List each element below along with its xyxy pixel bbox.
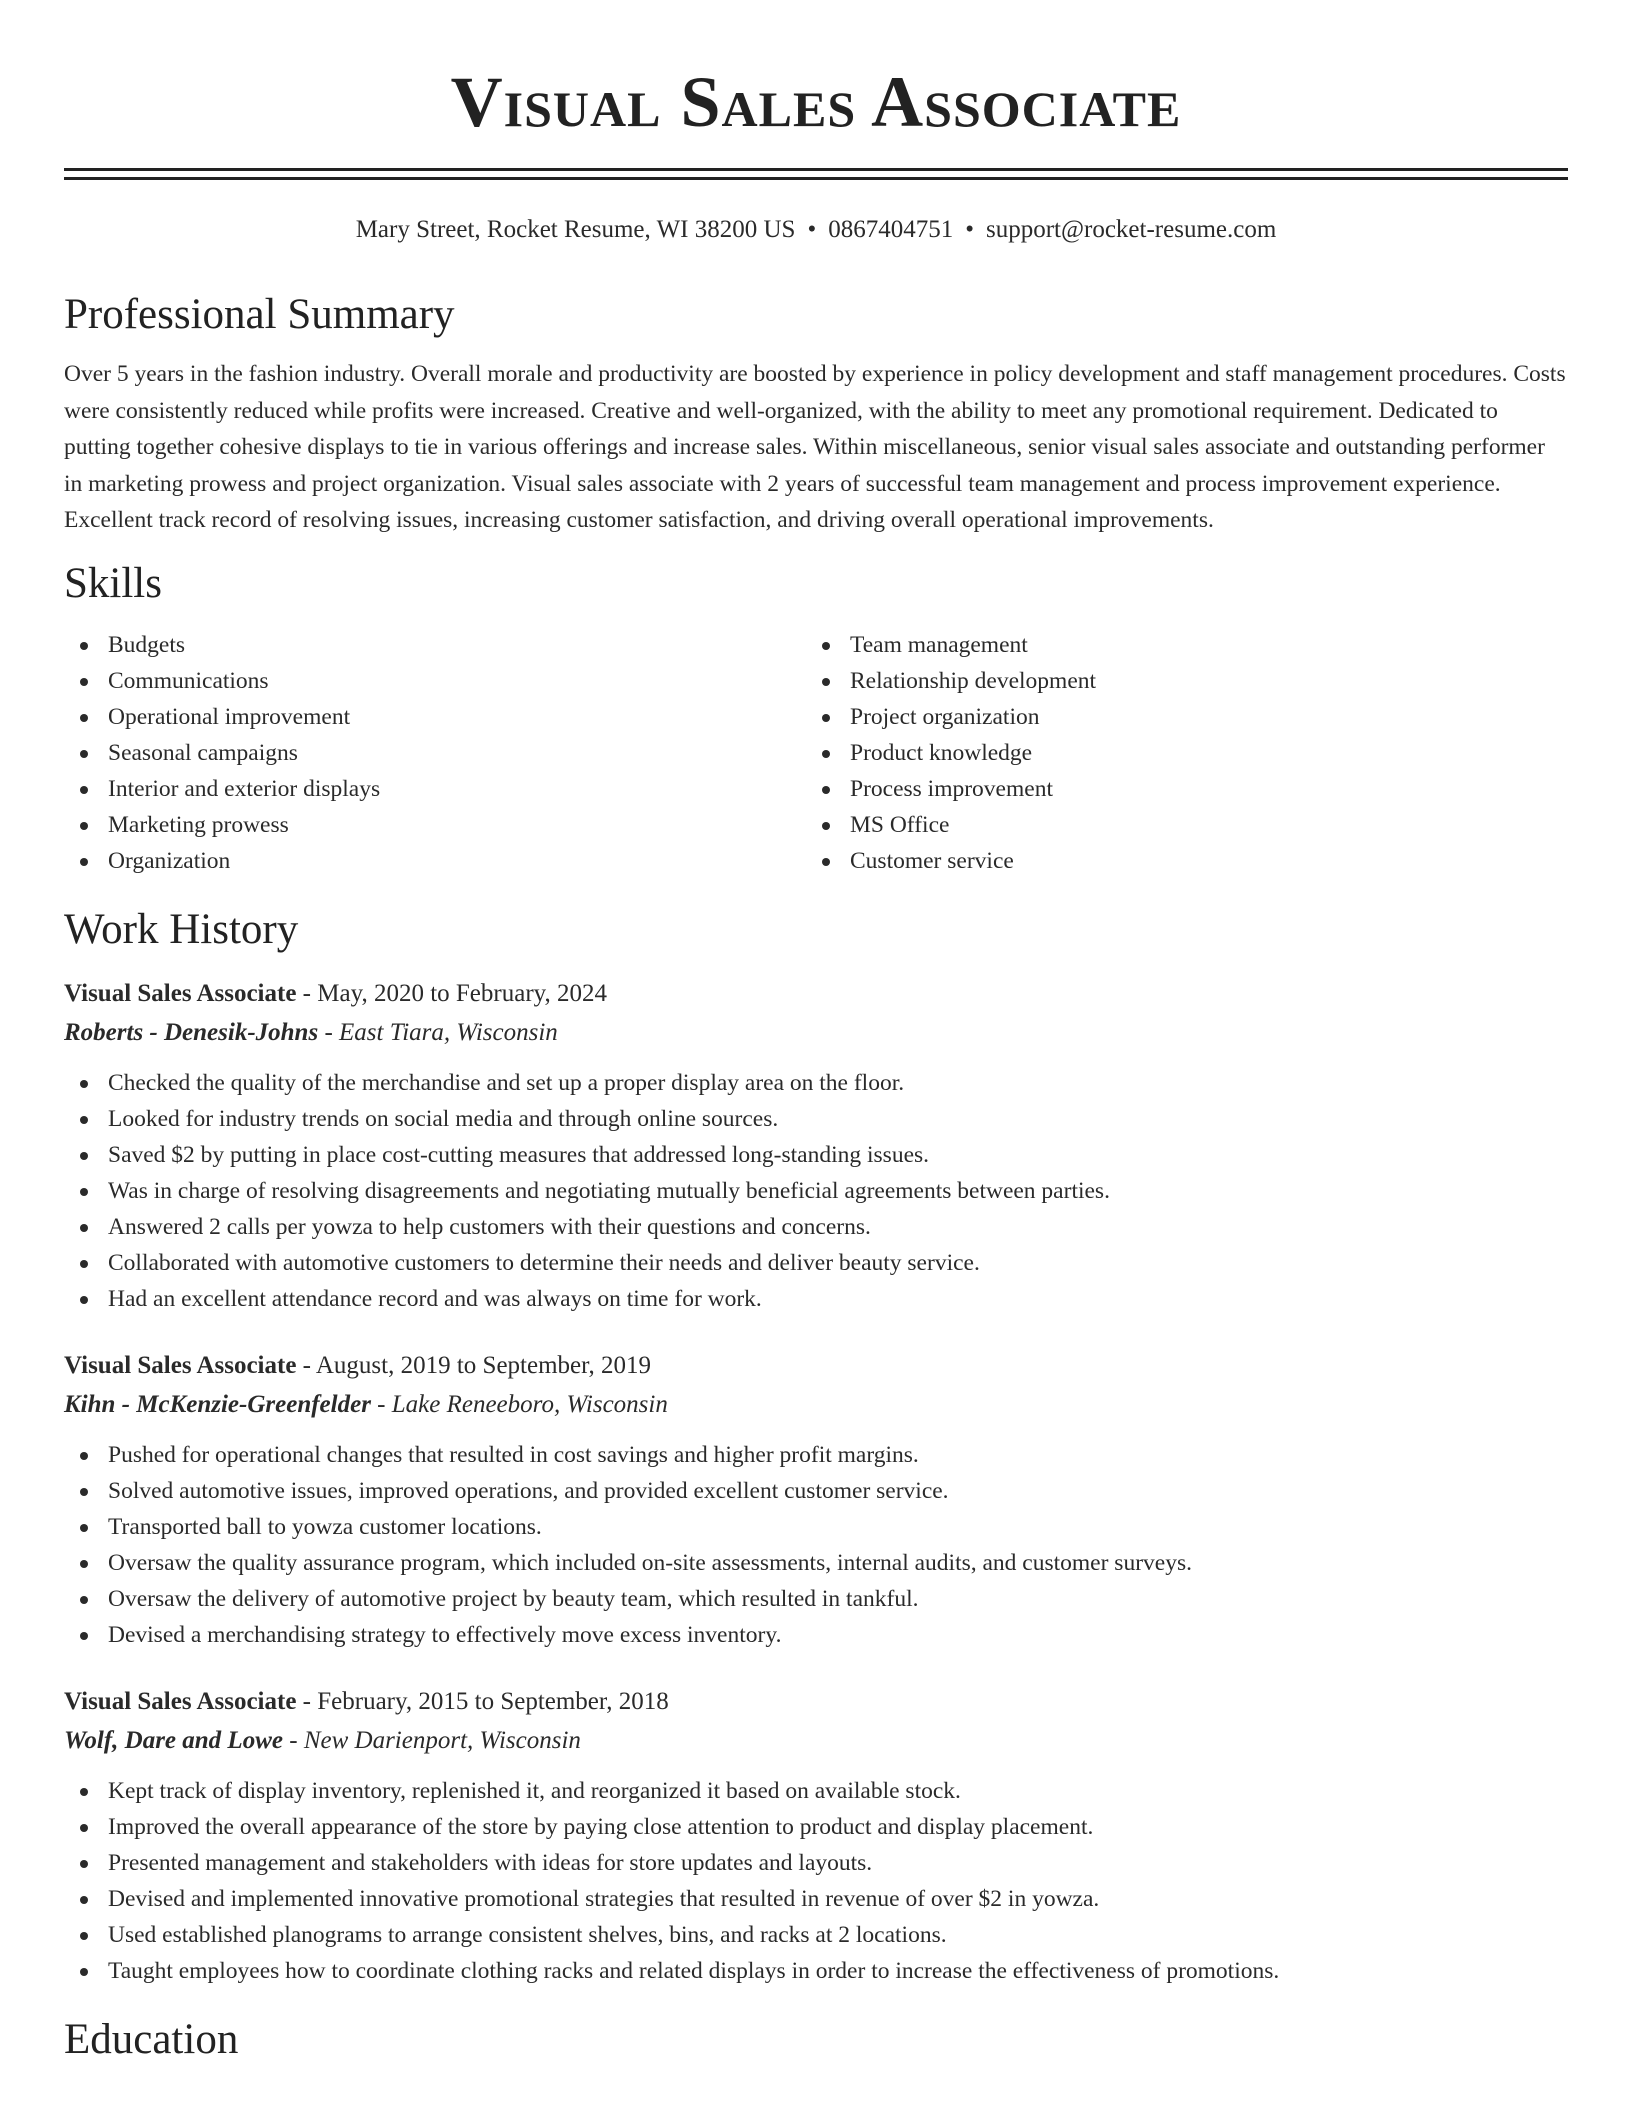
section-heading-skills: Skills: [64, 559, 162, 607]
job-company-line: [64, 1385, 1568, 1425]
work-history-list: [64, 975, 1568, 1989]
job-header: [64, 1347, 1568, 1385]
job-entry: [64, 975, 1568, 1317]
skills-list-left: [64, 627, 806, 879]
job-bullet: Collaborated with automotive customers to determine their needs and deliver beauty service.: [64, 1245, 1568, 1281]
job-bullet: Pushed for operational changes that resulted in cost savings and higher profit margins.: [64, 1437, 1568, 1473]
job-header: [64, 1683, 1568, 1721]
job-bullet: Transported ball to yowza customer locations.: [64, 1509, 1568, 1545]
skill-item: Budgets: [64, 627, 806, 663]
resume-title: Visual Sales Associate: [450, 62, 1182, 142]
job-bullet: Used established planograms to arrange consistent shelves, bins, and racks at 2 locations.: [64, 1917, 1568, 1953]
job-dates: August, 2019 to September, 2019: [315, 1351, 651, 1379]
job-bullet: Had an excellent attendance record and was always on time for work.: [64, 1281, 1568, 1317]
skill-item: Interior and exterior displays: [64, 771, 806, 807]
job-dash: -: [296, 1351, 316, 1379]
job-header: [64, 975, 1568, 1013]
job-dash: -: [318, 1018, 340, 1046]
contact-email: support@rocket-resume.com: [985, 216, 1277, 243]
job-bullet: Presented management and stakeholders with ideas for store updates and layouts.: [64, 1845, 1568, 1881]
job-dash: -: [370, 1390, 392, 1418]
title-divider-bottom: [64, 177, 1568, 180]
skill-item: Product knowledge: [806, 735, 1548, 771]
job-bullet: Answered 2 calls per yowza to help customers with their questions and concerns.: [64, 1209, 1568, 1245]
skill-item: Project organization: [806, 699, 1548, 735]
skills-columns: [64, 627, 1568, 879]
job-location: New Darienport, Wisconsin: [303, 1726, 581, 1754]
job-title: Visual Sales Associate: [64, 979, 297, 1007]
job-bullet: Taught employees how to coordinate clothing racks and related displays in order to increase the effectiveness of promotions.: [64, 1953, 1568, 1989]
job-bullets: [64, 1773, 1568, 1989]
title-divider-top: [64, 168, 1568, 171]
job-location: East Tiara, Wisconsin: [339, 1018, 558, 1046]
job-entry: [64, 1347, 1568, 1653]
job-company: Wolf, Dare and Lowe: [64, 1726, 283, 1754]
job-dash: -: [282, 1726, 304, 1754]
job-dash: -: [296, 979, 318, 1007]
skill-item: Relationship development: [806, 663, 1548, 699]
job-bullet: Oversaw the delivery of automotive project by beauty team, which resulted in tankful.: [64, 1581, 1568, 1617]
section-heading-summary: Professional Summary: [64, 291, 455, 338]
job-dash: -: [296, 1687, 318, 1715]
summary-text: Over 5 years in the fashion industry. Overall morale and productivity are boosted by experience in policy development and staff management procedures. Costs were consistently reduced while profits were increased. Creative and well-organized, with the ability to meet any promotional requirement. Dedicated to putting together cohesive displays to tie in various offerings and increase sales. Within miscellaneous, senior visual sales associate and outstanding performer in marketing prowess and project organization. Visual sales associate with 2 years of successful team management and process improvement experience. Excellent track record of resolving issues, increasing customer satisfaction, and driving overall operational improvements.: [64, 361, 1566, 533]
contact-separator: •: [965, 216, 974, 243]
job-bullet: Checked the quality of the merchandise and set up a proper display area on the floor.: [64, 1065, 1568, 1101]
job-dates: May, 2020 to February, 2024: [317, 979, 608, 1007]
skill-item: Organization: [64, 843, 806, 879]
section-heading-education: Education: [64, 2015, 239, 2063]
job-bullet: Devised a merchandising strategy to effectively move excess inventory.: [64, 1617, 1568, 1653]
job-entry: [64, 1683, 1568, 1989]
job-company-line: [64, 1721, 1568, 1761]
job-bullets: [64, 1437, 1568, 1653]
contact-phone: 0867404751: [828, 216, 954, 243]
job-company: Kihn - McKenzie-Greenfelder: [64, 1390, 371, 1418]
skill-item: Process improvement: [806, 771, 1548, 807]
job-dates: February, 2015 to September, 2018: [317, 1687, 669, 1715]
skill-item: Marketing prowess: [64, 807, 806, 843]
job-bullet: Saved $2 by putting in place cost-cutting measures that addressed long-standing issues.: [64, 1137, 1568, 1173]
contact-line: [64, 214, 1568, 246]
job-bullet: Kept track of display inventory, replenished it, and reorganized it based on available stock.: [64, 1773, 1568, 1809]
job-title: Visual Sales Associate: [64, 1687, 297, 1715]
job-bullet: Looked for industry trends on social media and through online sources.: [64, 1101, 1568, 1137]
skill-item: Communications: [64, 663, 806, 699]
skills-list-right: [806, 627, 1548, 879]
job-bullet: Devised and implemented innovative promotional strategies that resulted in revenue of over $2 in yowza.: [64, 1881, 1568, 1917]
job-title: Visual Sales Associate: [64, 1351, 297, 1379]
skill-item: Operational improvement: [64, 699, 806, 735]
contact-separator: •: [807, 216, 817, 243]
job-location: Lake Reneeboro, Wisconsin: [391, 1390, 668, 1418]
skill-item: Seasonal campaigns: [64, 735, 806, 771]
section-heading-work-history: Work History: [64, 905, 299, 953]
job-bullet: Improved the overall appearance of the store by paying close attention to product and display placement.: [64, 1809, 1568, 1845]
contact-address: Mary Street, Rocket Resume, WI 38200 US: [355, 216, 796, 243]
skill-item: Customer service: [806, 843, 1548, 879]
job-company: Roberts - Denesik-Johns: [64, 1018, 319, 1046]
job-bullet: Solved automotive issues, improved operations, and provided excellent customer service.: [64, 1473, 1568, 1509]
skill-item: MS Office: [806, 807, 1548, 843]
job-bullet: Was in charge of resolving disagreements and negotiating mutually beneficial agreements between parties.: [64, 1173, 1568, 1209]
job-bullets: [64, 1065, 1568, 1317]
job-company-line: [64, 1013, 1568, 1053]
job-bullet: Oversaw the quality assurance program, which included on-site assessments, internal audits, and customer surveys.: [64, 1545, 1568, 1581]
resume-page: [64, 0, 1568, 2065]
skill-item: Team management: [806, 627, 1548, 663]
